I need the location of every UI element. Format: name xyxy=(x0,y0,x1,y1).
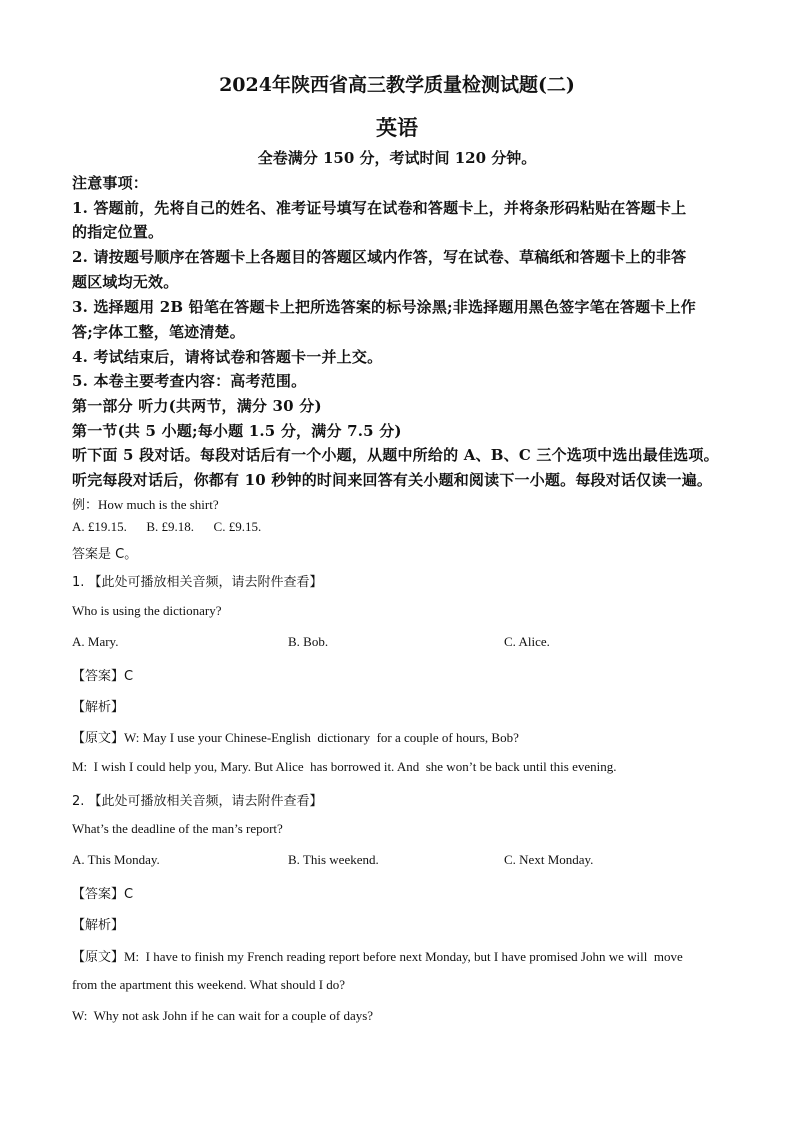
notes-line: 题区域均无效。 xyxy=(72,273,179,291)
notes-line: 1. 答题前，先将自己的姓名、准考证号填写在试卷和答题卡上，并将条形码粘贴在答题卡上 xyxy=(72,199,687,217)
option-a: A. Mary. xyxy=(72,634,119,649)
notes-heading: 注意事项： xyxy=(72,174,149,192)
notes-line: 2. 请按题号顺序在答题卡上各题目的答题区域内作答，写在试卷、草稿纸和答题卡上的非答 xyxy=(72,248,687,266)
exam-info: 全卷满分 150 分，考试时间 120 分钟。 xyxy=(257,149,537,167)
notes-line: 的指定位置。 xyxy=(72,223,164,241)
option-a: A. This Monday. xyxy=(72,852,160,867)
transcript-line: from the apartment this weekend. What should I do? xyxy=(72,977,346,992)
example-question: 例：How much is the shirt? xyxy=(72,497,219,512)
transcript-line: M: I wish I could help you, Mary. But Alice has borrowed it. And she won’t be back until this evening. xyxy=(72,759,617,774)
example-options: A. £19.15. B. £9.18. C. £9.15. xyxy=(72,519,262,534)
part-heading: 第一部分 听力(共两节，满分 30 分) xyxy=(72,397,322,415)
question-text: Who is using the dictionary? xyxy=(72,603,222,618)
answer-label: 【答案】C xyxy=(72,887,134,902)
section-heading: 第一节(共 5 小题;每小题 1.5 分，满分 7.5 分) xyxy=(72,422,402,440)
transcript-line: 【原文】W: May I use your Chinese-English dictionary for a couple of hours, Bob? xyxy=(72,730,519,745)
notes-line: 答;字体工整，笔迹清楚。 xyxy=(72,323,245,341)
notes-line: 5. 本卷主要考查内容：高考范围。 xyxy=(72,372,307,390)
analysis-label: 【解析】 xyxy=(72,700,125,715)
section-instructions: 听完每段对话后，你都有 10 秒钟的时间来回答有关小题和阅读下一小题。每段对话仅读一遍。 xyxy=(72,471,713,489)
question-audio-note: 2. 【此处可播放相关音频，请去附件查看】 xyxy=(72,794,323,809)
transcript-line: W: Why not ask John if he can wait for a couple of days? xyxy=(72,1008,374,1023)
notes-line: 4. 考试结束后，请将试卷和答题卡一并上交。 xyxy=(72,348,383,366)
analysis-label: 【解析】 xyxy=(72,918,125,933)
question-audio-note: 1. 【此处可播放相关音频，请去附件查看】 xyxy=(72,575,323,590)
option-c: C. Next Monday. xyxy=(504,852,594,867)
notes-line: 3. 选择题用 2B 铅笔在答题卡上把所选答案的标号涂黑;非选择题用黑色签字笔在答题卡上作 xyxy=(72,298,696,316)
question-text: What’s the deadline of the man’s report? xyxy=(72,821,283,836)
answer-label: 【答案】C xyxy=(72,669,134,684)
example-answer: 答案是 C。 xyxy=(72,547,138,562)
section-instructions: 听下面 5 段对话。每段对话后有一个小题，从题中所给的 A、B、C 三个选项中选出最佳选项。 xyxy=(72,446,719,464)
exam-title: 2024年陕西省高三教学质量检测试题(二) xyxy=(219,74,575,96)
transcript-line: 【原文】M: I have to finish my French reading report before next Monday, but I have promised John we will move xyxy=(72,949,683,964)
option-c: C. Alice. xyxy=(504,634,550,649)
option-b: B. This weekend. xyxy=(288,852,379,867)
option-b: B. Bob. xyxy=(288,634,329,649)
subject-title: 英语 xyxy=(376,115,418,140)
